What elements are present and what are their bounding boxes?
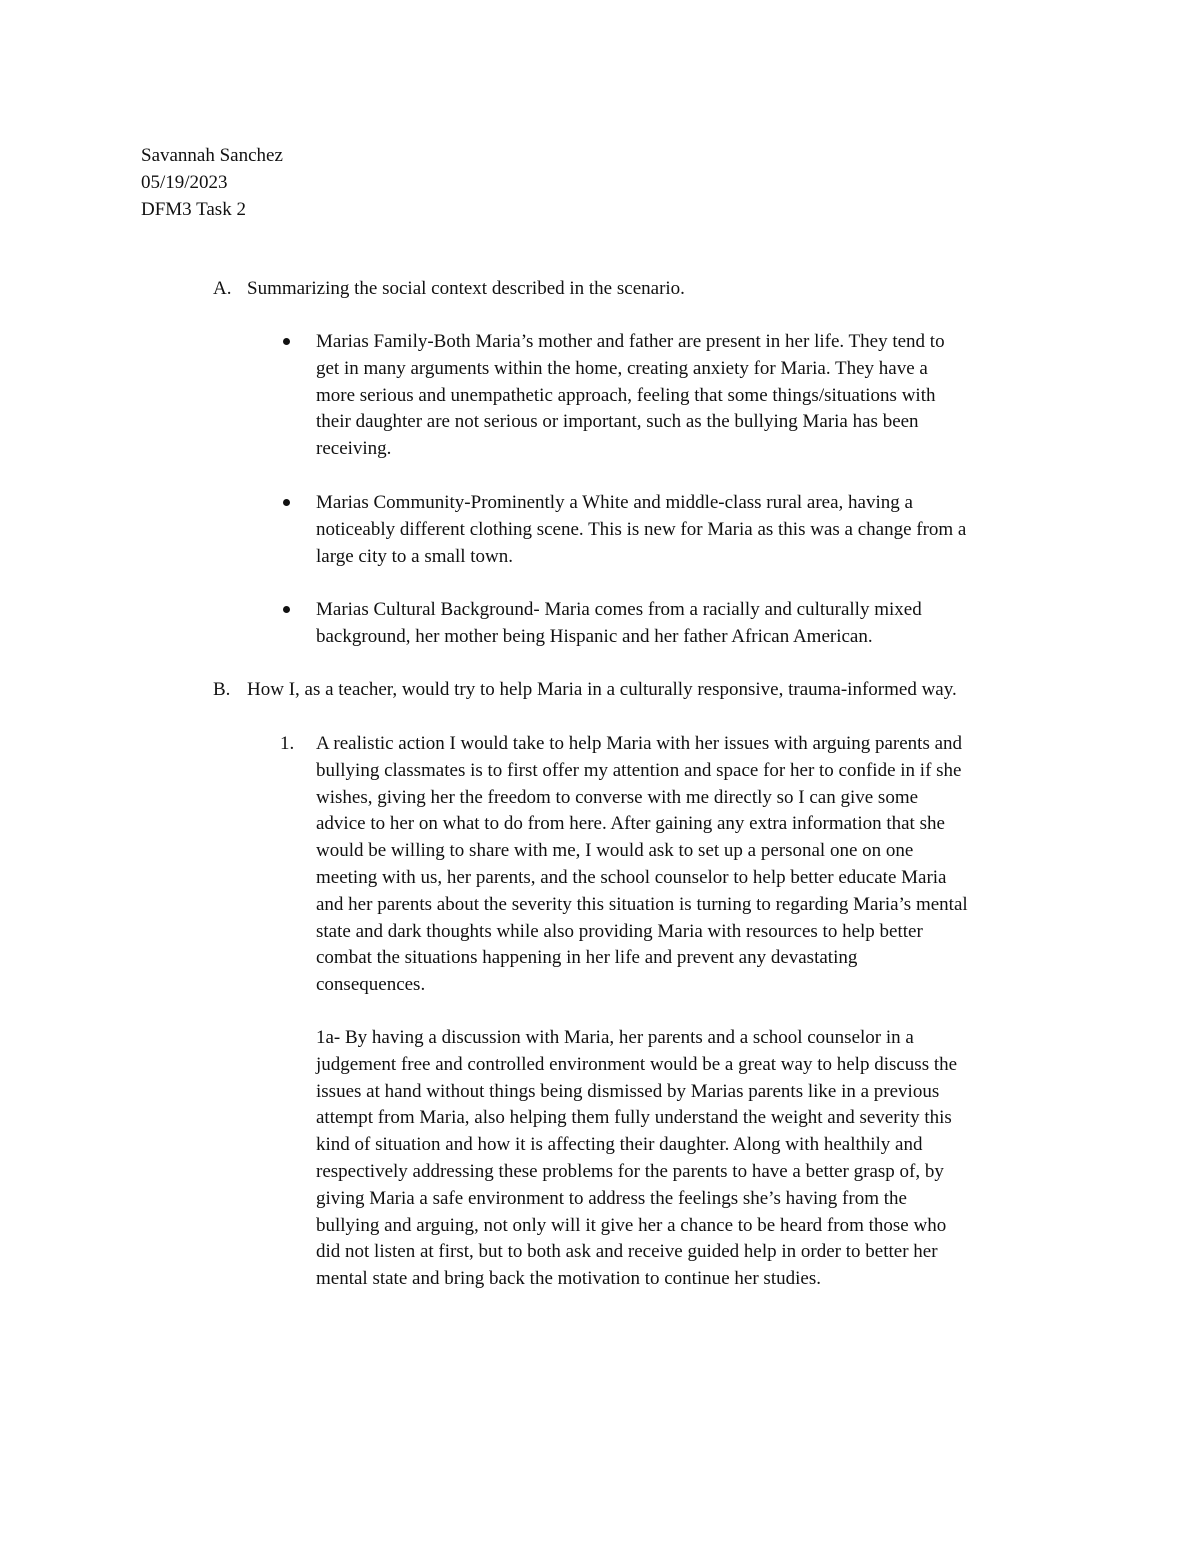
section-a-heading: Summarizing the social context described in the scenario. (247, 278, 685, 299)
section-b-heading: How I, as a teacher, would try to help Maria in a culturally responsive, trauma-informed way. (247, 679, 957, 700)
section-b-label: B. (213, 679, 231, 700)
bullet-item-cultural-background (316, 597, 1076, 651)
bullet-icon (283, 338, 290, 345)
text-line: advice to her on what to do from here. After gaining any extra information that she (316, 813, 945, 835)
text-line: bullying and arguing, not only will it give her a chance to be heard from those who (316, 1214, 947, 1236)
text-line: get in many arguments within the home, creating anxiety for Maria. They have a (316, 357, 928, 379)
sub-item-1a (316, 1025, 1076, 1293)
text-line: combat the situations happening in her life and prevent any devastating (316, 947, 858, 969)
bullet-icon (283, 499, 290, 506)
text-line: wishes, giving her the freedom to converse with me directly so I can give some (316, 786, 919, 808)
text-line: receiving. (316, 438, 392, 460)
text-line: judgement free and controlled environment would be a great way to help discuss the (316, 1053, 958, 1075)
text-line: did not listen at first, but to both ask and receive guided help in order to better her (316, 1241, 938, 1263)
numbered-item-1 (316, 731, 1076, 999)
course-task-title: DFM3 Task 2 (141, 198, 246, 220)
text-line: state and dark thoughts while also providing Maria with resources to help better (316, 920, 923, 942)
text-line: mental state and bring back the motivation to continue her studies. (316, 1268, 821, 1290)
text-line: bullying classmates is to first offer my attention and space for her to confide in if she (316, 759, 962, 781)
text-line: consequences. (316, 974, 426, 996)
text-line: respectively addressing these problems for the parents to have a better grasp of, by (316, 1160, 944, 1182)
bullet-item-community (316, 490, 1076, 570)
document-date: 05/19/2023 (141, 171, 228, 193)
document-header (141, 143, 283, 223)
text-line: and her parents about the severity this situation is turning to regarding Maria’s mental (316, 893, 968, 915)
text-line: their daughter are not serious or important, such as the bullying Maria has been (316, 411, 919, 433)
numbered-item-marker: 1. (280, 733, 295, 754)
text-line: meeting with us, her parents, and the school counselor to help better educate Maria (316, 866, 947, 888)
text-line: Marias Community-Prominently a White and middle-class rural area, having a (316, 492, 913, 513)
text-line: kind of situation and how it is affecting their daughter. Along with healthily and (316, 1134, 923, 1156)
text-line: A realistic action I would take to help Maria with her issues with arguing parents and (316, 733, 963, 754)
text-line: would be willing to share with me, I would ask to set up a personal one on one (316, 840, 914, 862)
text-line: more serious and unempathetic approach, feeling that some things/situations with (316, 384, 936, 406)
text-line: attempt from Maria, also helping them fully understand the weight and severity this (316, 1107, 952, 1129)
bullet-icon (283, 606, 290, 613)
text-line: issues at hand without things being dismissed by Marias parents like in a previous (316, 1080, 940, 1102)
text-line: 1a- By having a discussion with Maria, her parents and a school counselor in a (316, 1027, 914, 1048)
text-line: background, her mother being Hispanic and her father African American. (316, 625, 873, 647)
section-a-label: A. (213, 278, 232, 299)
author-name: Savannah Sanchez (141, 145, 283, 166)
bullet-item-family (316, 329, 1076, 463)
text-line: Marias Cultural Background- Maria comes from a racially and culturally mixed (316, 599, 922, 620)
text-line: noticeably different clothing scene. This is new for Maria as this was a change from a (316, 518, 967, 540)
text-line: large city to a small town. (316, 545, 513, 567)
text-line: giving Maria a safe environment to address the feelings she’s having from the (316, 1187, 907, 1209)
text-line: Marias Family-Both Maria’s mother and father are present in her life. They tend to (316, 331, 945, 352)
